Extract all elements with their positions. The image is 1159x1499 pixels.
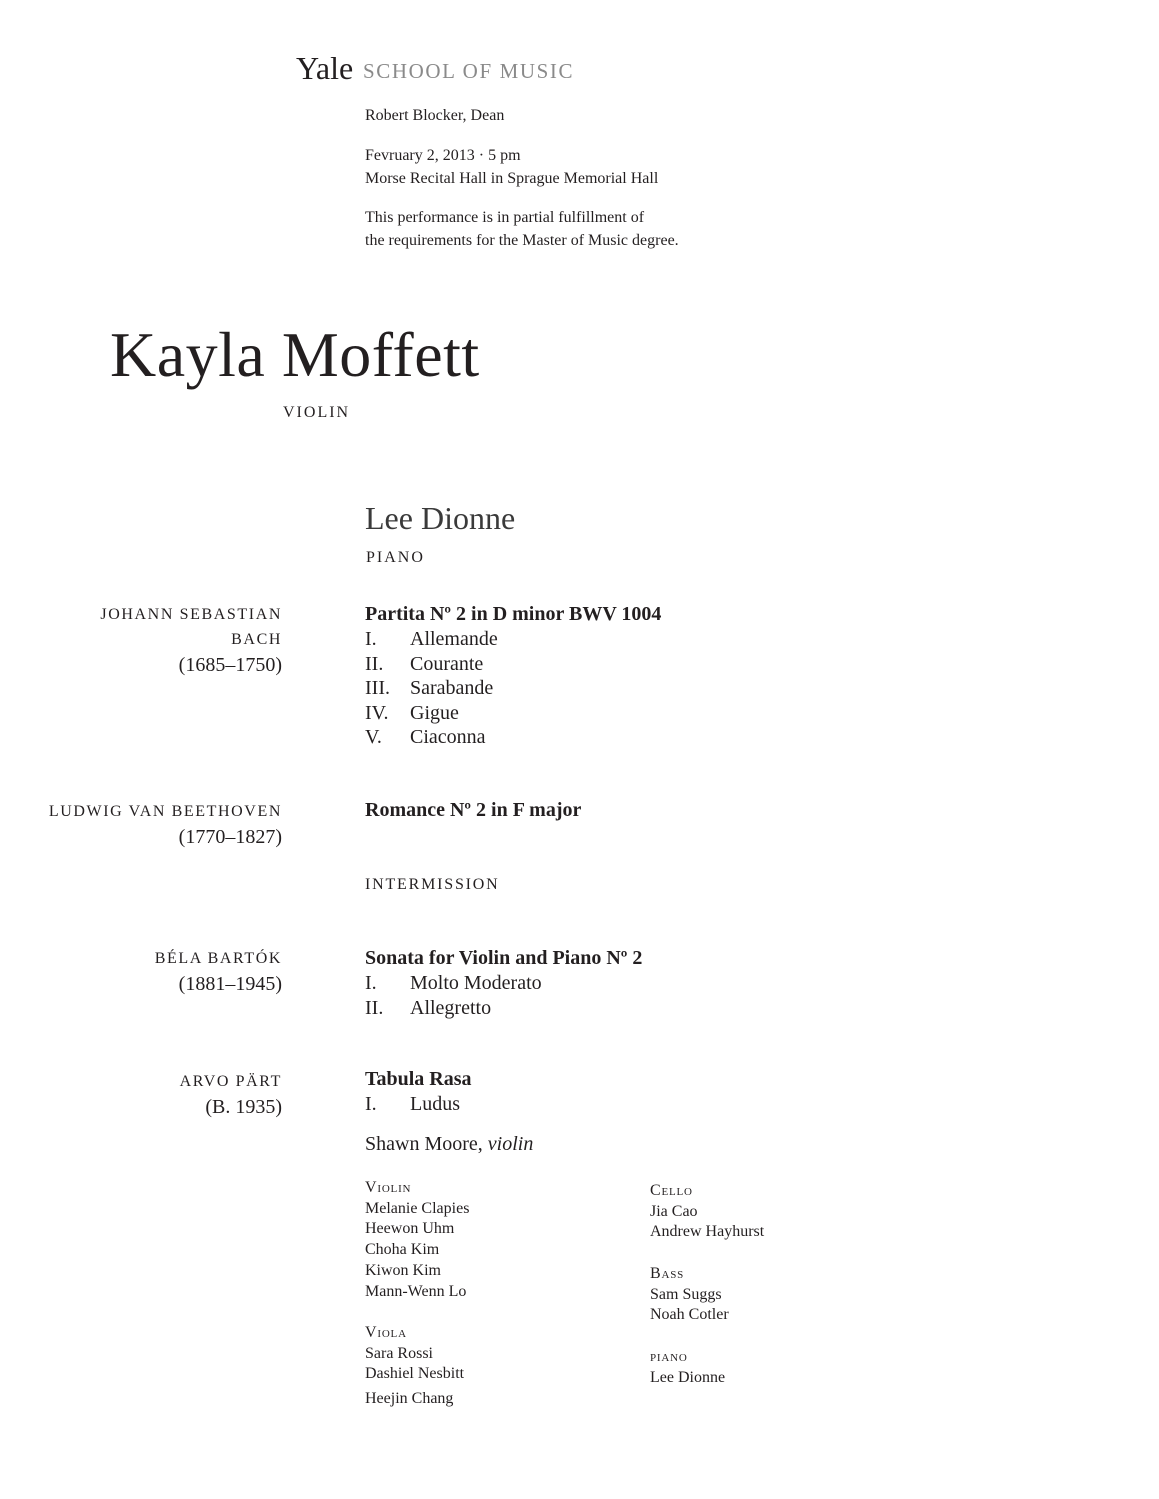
pianist-name: Lee Dionne — [365, 500, 516, 536]
composer-name-line: JOHANN SEBASTIAN — [100, 606, 282, 623]
work-title: Sonata for Violin and Piano Nº 2 — [365, 947, 643, 969]
school-of-music-wordmark: SCHOOL OF MUSIC — [363, 59, 575, 83]
movement-name: Ciaconna — [410, 726, 486, 748]
member-name: Noah Cotler — [650, 1306, 729, 1324]
member-name: Mann-Wenn Lo — [365, 1282, 467, 1300]
composer-bach — [100, 602, 282, 678]
movement-number: I. — [365, 972, 377, 994]
work-romance — [365, 798, 581, 823]
movement-number: IV. — [365, 701, 389, 724]
movement-name: Ludus — [410, 1093, 460, 1115]
movement-name: Molto Moderato — [410, 972, 542, 994]
composer-name-line: ARVO PÄRT — [179, 1073, 282, 1090]
movement — [365, 725, 661, 750]
section-label: Viola — [365, 1324, 407, 1341]
composer-dates: (1685–1750) — [178, 654, 282, 676]
performer-name: Kayla Moffett — [110, 319, 480, 390]
movement-number: II. — [365, 996, 384, 1019]
composer-name-line: BÉLA BARTÓK — [154, 950, 282, 967]
section-label: Cello — [650, 1182, 693, 1199]
section-label: piano — [650, 1348, 688, 1365]
ensemble-bass — [650, 1264, 729, 1326]
movement-name: Allegretto — [410, 996, 492, 1019]
composer-name-line: BACH — [231, 631, 282, 648]
movement-number: III. — [365, 677, 390, 699]
work-title: Partita Nº 2 in D minor BWV 1004 — [365, 603, 662, 625]
member-name: Lee Dionne — [650, 1368, 726, 1386]
composer-bartok — [155, 946, 282, 997]
member-name: Melanie Clapies — [365, 1199, 470, 1217]
degree-note-line-2: the requirements for the Master of Music degree. — [365, 232, 679, 249]
yale-wordmark: Yale — [296, 50, 354, 86]
ensemble-cello — [650, 1181, 764, 1243]
member-name: Choha Kim — [365, 1241, 440, 1259]
movement — [365, 676, 661, 701]
composer-dates: (1770–1827) — [178, 826, 282, 848]
concert-date: Fevruary 2, 2013 · 5 pm — [365, 147, 521, 164]
work-sonata — [365, 946, 642, 1020]
movement — [365, 701, 661, 726]
movement-name: Allemande — [410, 628, 498, 650]
movement — [365, 996, 642, 1021]
movement — [365, 627, 661, 652]
composer-dates: (B. 1935) — [205, 1096, 282, 1118]
movement-number: V. — [365, 726, 382, 748]
section-label: Violin — [365, 1179, 412, 1196]
pianist-instrument: PIANO — [366, 549, 425, 566]
work-partita — [365, 602, 661, 750]
work-tabula-rasa — [365, 1067, 472, 1117]
member-name: Jia Cao — [650, 1202, 698, 1220]
ensemble-violin — [365, 1178, 469, 1302]
movement-name: Gigue — [410, 701, 459, 724]
member-name: Andrew Hayhurst — [650, 1223, 765, 1241]
member-name: Sam Suggs — [650, 1285, 722, 1303]
soloist-credit — [365, 1133, 533, 1156]
movement — [365, 1092, 472, 1117]
degree-note-line-1: This performance is in partial fulfillment of — [365, 209, 645, 226]
dean-line: Robert Blocker, Dean — [365, 107, 505, 124]
ensemble-viola — [365, 1323, 464, 1410]
movement-name: Courante — [410, 652, 484, 675]
member-name: Dashiel Nesbitt — [365, 1365, 465, 1383]
work-title: Tabula Rasa — [365, 1068, 472, 1090]
movement-number: I. — [365, 628, 377, 650]
soloist-role: violin — [487, 1133, 534, 1155]
work-title: Romance Nº 2 in F major — [365, 799, 582, 821]
composer-part — [180, 1069, 282, 1120]
member-name: Heewon Uhm — [365, 1220, 455, 1238]
movement-number: II. — [365, 652, 384, 675]
composer-name-line: LUDWIG VAN BEETHOVEN — [48, 803, 282, 820]
composer-beethoven — [49, 799, 282, 850]
member-name: Heejin Chang — [365, 1390, 454, 1408]
movement-name: Sarabande — [410, 677, 494, 699]
section-label: Bass — [650, 1265, 685, 1282]
performer-instrument: VIOLIN — [283, 404, 351, 421]
movement — [365, 652, 661, 677]
movement — [365, 971, 642, 996]
intermission-label: INTERMISSION — [365, 876, 500, 893]
member-name: Sara Rossi — [365, 1344, 433, 1362]
soloist-name: Shawn Moore, — [365, 1133, 483, 1155]
concert-venue: Morse Recital Hall in Sprague Memorial Hall — [365, 170, 659, 187]
ensemble-piano — [650, 1347, 725, 1388]
composer-dates: (1881–1945) — [178, 973, 282, 995]
member-name: Kiwon Kim — [365, 1261, 441, 1279]
movement-number: I. — [365, 1093, 377, 1115]
